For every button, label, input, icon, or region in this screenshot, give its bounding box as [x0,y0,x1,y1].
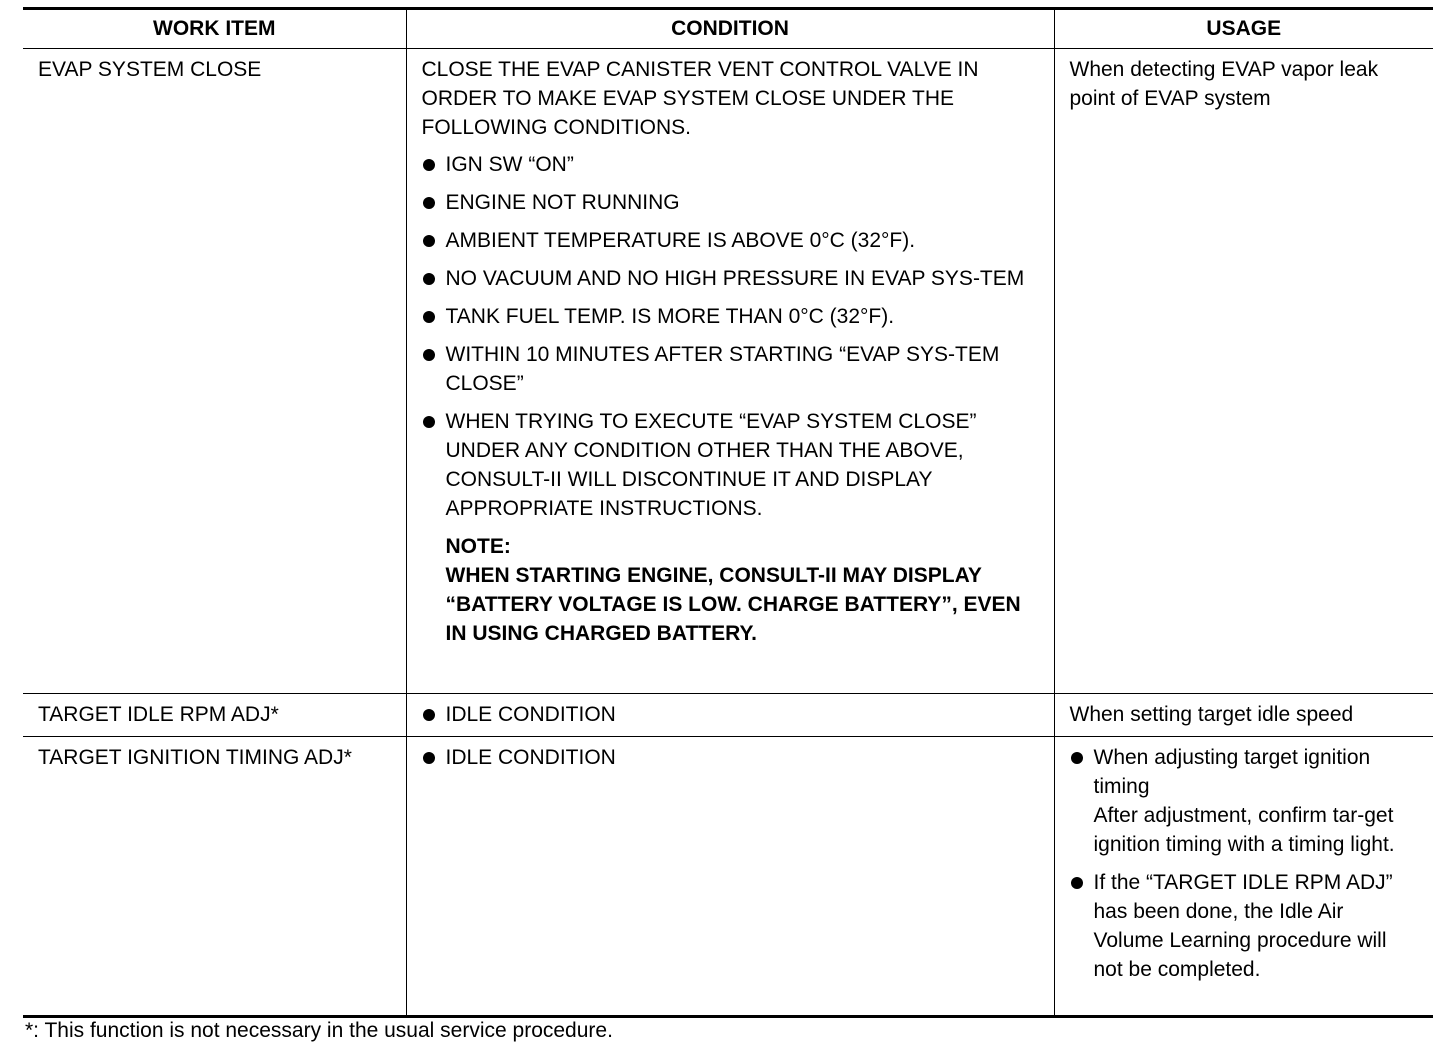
usage-cell: When detecting EVAP vapor leak point of EVAP system [1054,49,1433,694]
condition-cell [406,737,1054,1017]
note-title: NOTE: [445,535,511,558]
bullet-icon [423,709,435,721]
usage-list [1070,743,1420,984]
work-item-cell: TARGET IDLE RPM ADJ* [23,694,406,737]
condition-intro: CLOSE THE EVAP CANISTER VENT CONTROL VALVE IN ORDER TO MAKE EVAP SYSTEM CLOSE UNDER THE FOLLOWING CONDITIONS. [421,58,979,139]
work-support-table [23,7,1433,1018]
bullet-icon [423,311,435,323]
condition-item: IDLE CONDITION [422,743,1040,772]
work-support-table-page [23,7,1433,1018]
condition-item: TANK FUEL TEMP. IS MORE THAN 0°C (32°F). [422,302,1040,331]
condition-cell [406,49,1054,694]
bullet-icon [423,752,435,764]
condition-list [422,700,1040,729]
condition-item: IDLE CONDITION [422,700,1040,729]
usage-cell [1054,737,1433,1017]
condition-list [422,743,1040,772]
table-row-target-ignition-timing-adj [23,737,1433,1017]
bullet-icon [423,273,435,285]
bullet-icon [423,416,435,428]
usage-cell: When setting target idle speed [1054,694,1433,737]
condition-item: NO VACUUM AND NO HIGH PRESSURE IN EVAP SYS-TEM [422,264,1040,293]
footnote: *: This function is not necessary in the usual service procedure. [25,1019,613,1042]
bullet-icon [423,159,435,171]
bullet-icon [423,235,435,247]
condition-cell [406,694,1054,737]
condition-item: WHEN TRYING TO EXECUTE “EVAP SYSTEM CLOSE” UNDER ANY CONDITION OTHER THAN THE ABOVE, CONSULT-II WILL DISCONTINUE IT AND DISPLAY APPROPRIATE INSTRUCTIONS. [422,407,1040,523]
bullet-icon [1071,752,1083,764]
bullet-icon [423,197,435,209]
usage-item: If the “TARGET IDLE RPM ADJ” has been done, the Idle Air Volume Learning procedure will not be completed. [1070,868,1420,984]
header-condition: CONDITION [406,9,1054,49]
usage-item: When adjusting target ignition timing After adjustment, confirm tar-get ignition timing with a timing light. [1070,743,1420,859]
work-item-cell: TARGET IGNITION TIMING ADJ* [38,746,352,769]
note-block [422,532,1040,648]
condition-item: ENGINE NOT RUNNING [422,188,1040,217]
condition-item: IGN SW “ON” [422,150,1040,179]
table-row-evap-system-close [23,49,1433,694]
condition-list [422,150,1040,523]
work-item-cell: EVAP SYSTEM CLOSE [23,49,406,694]
header-usage: USAGE [1054,9,1433,49]
note-text: WHEN STARTING ENGINE, CONSULT-II MAY DISPLAY “BATTERY VOLTAGE IS LOW. CHARGE BATTERY”, EVEN IN USING CHARGED BATTERY. [445,564,1021,645]
condition-item: WITHIN 10 MINUTES AFTER STARTING “EVAP SYS-TEM CLOSE” [422,340,1040,398]
table-row-target-idle-rpm-adj [23,694,1433,737]
header-work-item: WORK ITEM [23,9,406,49]
table-header-row [23,9,1433,49]
bullet-icon [423,349,435,361]
condition-item: AMBIENT TEMPERATURE IS ABOVE 0°C (32°F). [422,226,1040,255]
bullet-icon [1071,877,1083,889]
